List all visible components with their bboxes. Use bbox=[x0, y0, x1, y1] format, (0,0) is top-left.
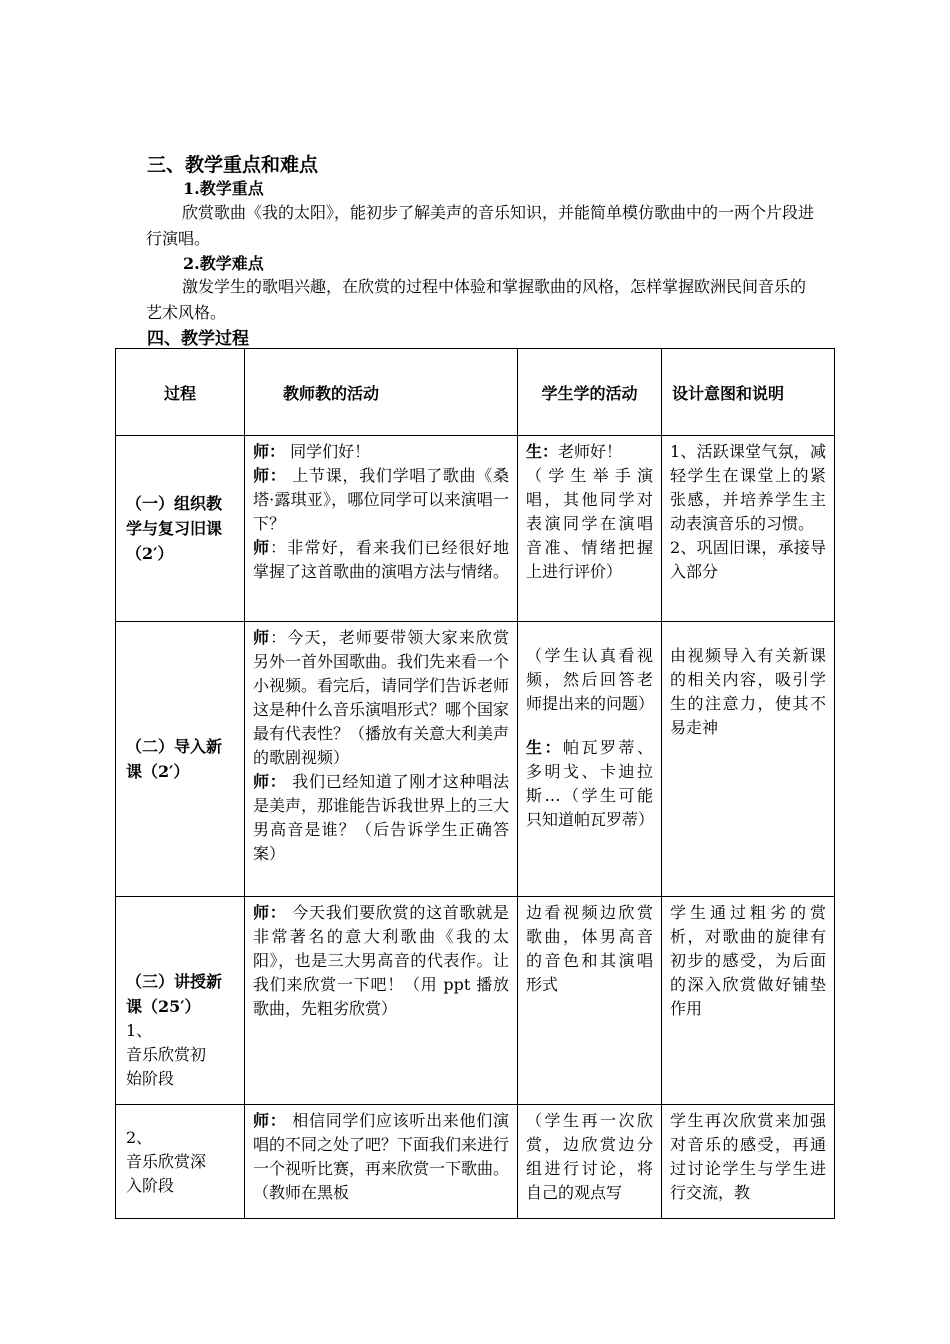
student-activity-cell: 边看视频边欣赏歌曲，体男高音的音色和其演唱形式 bbox=[518, 897, 662, 1105]
table-header-row bbox=[116, 349, 835, 436]
process-cell: （二）导入新课（2′） bbox=[116, 622, 245, 897]
header-process: 过程 bbox=[116, 349, 245, 436]
difficulty-heading: 2.教学难点 bbox=[183, 254, 264, 273]
process-cell: （三）讲授新课（25′） 1、音乐欣赏初始阶段 bbox=[116, 897, 245, 1105]
section4-heading: 四、教学过程 bbox=[147, 329, 249, 349]
section3-heading: 三、教学重点和难点 bbox=[147, 154, 319, 176]
header-teacher-activity: 教师教的活动 bbox=[245, 349, 518, 436]
teacher-activity-cell: 师： 相信同学们应该听出来他们演唱的不同之处了吧？下面我们来进行一个视听比赛，再来欣赏一下歌曲。（教师在黑板 bbox=[245, 1105, 518, 1219]
header-design-intent: 设计意图和说明 bbox=[662, 349, 835, 436]
teacher-activity-cell: 师： 同学们好！ 师： 上节课，我们学唱了歌曲《桑塔·露琪亚》，哪位同学可以来演唱一下？ 师：非常好，看来我们已经很好地掌握了这首歌曲的演唱方法与情绪。 bbox=[245, 436, 518, 622]
student-activity-cell: （学生认真看视频，然后回答老师提出来的问题） 生：帕瓦罗蒂、多明戈、卡迪拉斯…（学生可能只知道帕瓦罗蒂） bbox=[518, 622, 662, 897]
teaching-process-table bbox=[115, 348, 835, 1219]
design-intent-cell: 1、活跃课堂气氛，减轻学生在课堂上的紧张感，并培养学生主动表演音乐的习惯。 2、巩固旧课，承接导入部分 bbox=[662, 436, 835, 622]
process-cell: （一）组织教学与复习旧课（2′） bbox=[116, 436, 245, 622]
table-row bbox=[116, 436, 835, 622]
header-student-activity: 学生学的活动 bbox=[518, 349, 662, 436]
table-row bbox=[116, 1105, 835, 1219]
design-intent-cell: 学生再次欣赏来加强对音乐的感受，再通过讨论学生与学生进行交流，教 bbox=[662, 1105, 835, 1219]
table-row bbox=[116, 622, 835, 897]
table-row bbox=[116, 897, 835, 1105]
key-points-text: 欣赏歌曲《我的太阳》，能初步了解美声的音乐知识，并能简单模仿歌曲中的一两个片段进行演唱。 bbox=[146, 203, 815, 248]
key-points-heading: 1.教学重点 bbox=[183, 179, 264, 198]
teacher-activity-cell: 师： 今天我们要欣赏的这首歌就是非常著名的意大利歌曲《我的太阳》，也是三大男高音的代表作。让我们来欣赏一下吧！（用 ppt 播放歌曲，先粗劣欣赏） bbox=[245, 897, 518, 1105]
student-activity-cell: 生：老师好！ （学生举手演唱，其他同学对表演同学在演唱音准、情绪把握上进行评价） bbox=[518, 436, 662, 622]
difficulty-text: 激发学生的歌唱兴趣，在欣赏的过程中体验和掌握歌曲的风格，怎样掌握欧洲民间音乐的艺术风格。 bbox=[146, 277, 807, 322]
process-substep: 2、音乐欣赏深入阶段 bbox=[126, 1127, 207, 1195]
process-cell bbox=[116, 1105, 245, 1219]
process-substep: 1、音乐欣赏初始阶段 bbox=[126, 1021, 207, 1088]
design-intent-cell: 学生通过粗劣的赏析，对歌曲的旋律有初步的感受，为后面的深入欣赏做好铺垫作用 bbox=[662, 897, 835, 1105]
student-activity-cell: （学生再一次欣赏，边欣赏边分组进行讨论，将自己的观点写 bbox=[518, 1105, 662, 1219]
teacher-activity-cell: 师：今天，老师要带领大家来欣赏另外一首外国歌曲。我们先来看一个小视频。看完后，请同学们告诉老师这是种什么音乐演唱形式？哪个国家最有代表性？（播放有关意大利美声的歌剧视频） 师： 我们已经知道了刚才这种唱法是美声，那谁能告诉我世界上的三大男高音是谁？（后告诉学生正确答案） bbox=[245, 622, 518, 897]
design-intent-cell: 由视频导入有关新课的相关内容，吸引学生的注意力，使其不易走神 bbox=[662, 622, 835, 897]
